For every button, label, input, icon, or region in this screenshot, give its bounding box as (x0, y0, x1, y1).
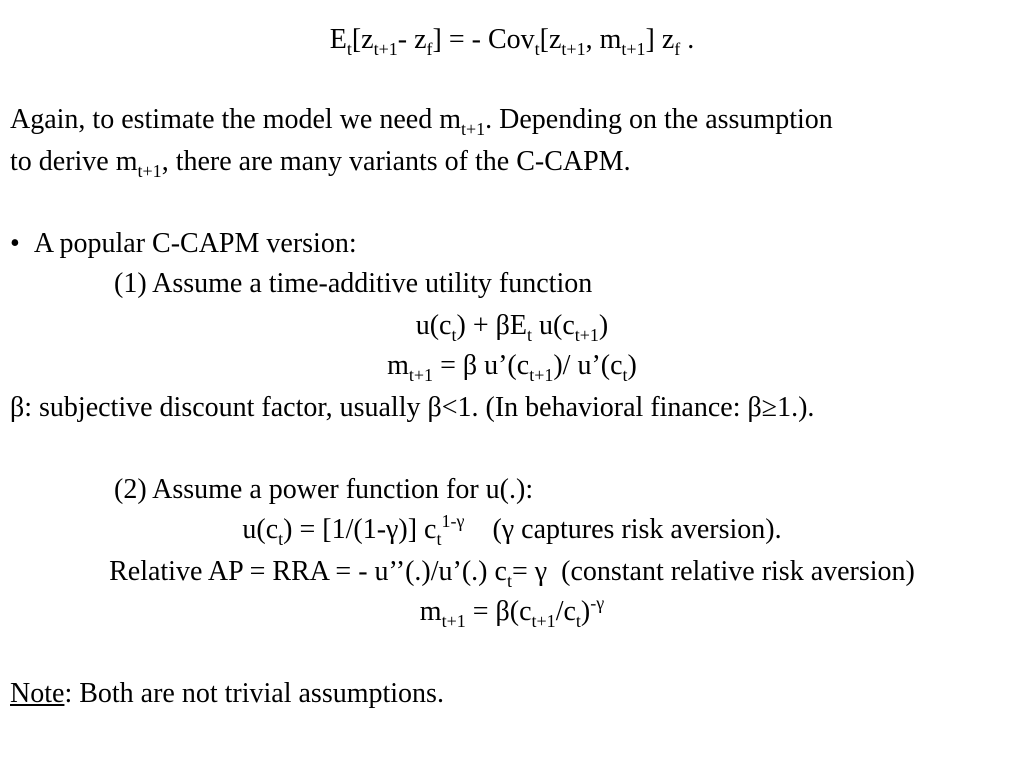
para-text: to derive m (10, 146, 138, 177)
subscript: t+1 (441, 611, 466, 631)
subscript: t+1 (460, 119, 486, 139)
eq-text: [z (539, 24, 562, 55)
eq-text: ] z (645, 24, 675, 55)
subscript: t+1 (408, 365, 434, 385)
subscript: t+1 (529, 365, 554, 385)
equation-utility (0, 310, 1024, 345)
equation-expected-excess-return (0, 24, 1024, 59)
eq-text: ) (627, 350, 637, 381)
eq-text: m (419, 596, 442, 627)
bullet-text: A popular C-CAPM version: (33, 228, 357, 259)
subscript: t (436, 529, 442, 549)
step-text: (2) Assume a power function for u(.): (114, 474, 534, 505)
subscript: t (622, 365, 628, 385)
equation-sdf-power (0, 593, 1024, 631)
subscript: t+1 (373, 39, 398, 59)
subscript: t+1 (621, 39, 646, 59)
subscript: t (534, 39, 540, 59)
eq-text: ) (598, 310, 609, 341)
eq-text: )/ u’(c (553, 350, 623, 381)
beta-text: β: subjective discount factor, usually β<1. (In behavioral finance: β≥1.). (10, 392, 815, 423)
subscript: t+1 (561, 39, 586, 59)
eq-text: [z (351, 24, 374, 55)
paragraph-line-2 (10, 146, 1024, 181)
eq-text: (γ captures risk aversion). (464, 514, 782, 545)
note-line (10, 678, 1024, 710)
eq-text: = β(c (465, 596, 532, 627)
subscript: t (526, 325, 532, 345)
subscript: t+1 (574, 325, 599, 345)
para-text: Again, to estimate the model we need m (10, 104, 461, 135)
eq-text: , m (585, 24, 622, 55)
note-label: Note (10, 678, 65, 709)
eq-text: . (680, 24, 695, 55)
eq-text: m (387, 350, 409, 381)
subscript: f (426, 39, 433, 59)
superscript: -γ (590, 593, 605, 613)
step-2-text (114, 474, 1024, 506)
step-1-text (114, 268, 1024, 300)
eq-text: u(c (415, 310, 452, 341)
eq-text: ] = - Cov (432, 24, 535, 55)
subscript: t+1 (137, 161, 162, 181)
subscript: t (575, 611, 581, 631)
subscript: t (451, 325, 457, 345)
eq-text: ) (580, 596, 591, 627)
note-text: : Both are not trivial assumptions. (64, 678, 444, 709)
subscript: t (278, 529, 284, 549)
subscript: t (506, 571, 512, 591)
beta-definition (10, 392, 1024, 424)
eq-text: - z (397, 24, 427, 55)
bullet-item (10, 228, 1024, 260)
eq-text: ) + βE (456, 310, 527, 341)
step-text: (1) Assume a time-additive utility function (114, 268, 593, 299)
para-text: . Depending on the assumption (485, 104, 833, 135)
eq-text: ) = [1/(1-γ)] c (283, 514, 437, 545)
eq-text: E (329, 24, 347, 55)
subscript: t+1 (531, 611, 556, 631)
superscript: 1-γ (441, 511, 465, 531)
paragraph-line-1 (10, 104, 1024, 139)
eq-text: = γ (constant relative risk aversion) (511, 556, 915, 587)
equation-rra (0, 556, 1024, 591)
eq-text: /c (555, 596, 576, 627)
eq-text: u(c (532, 310, 575, 341)
bullet-marker: • (10, 228, 20, 259)
eq-text: = β u’(c (433, 350, 530, 381)
equation-power-utility (0, 511, 1024, 549)
para-text: , there are many variants of the C-CAPM. (161, 146, 631, 177)
eq-text: Relative AP = RRA = - u’’(.)/u’(.) c (109, 556, 507, 587)
subscript: t (346, 39, 352, 59)
eq-text: u(c (242, 514, 279, 545)
subscript: f (674, 39, 681, 59)
equation-sdf (0, 350, 1024, 385)
